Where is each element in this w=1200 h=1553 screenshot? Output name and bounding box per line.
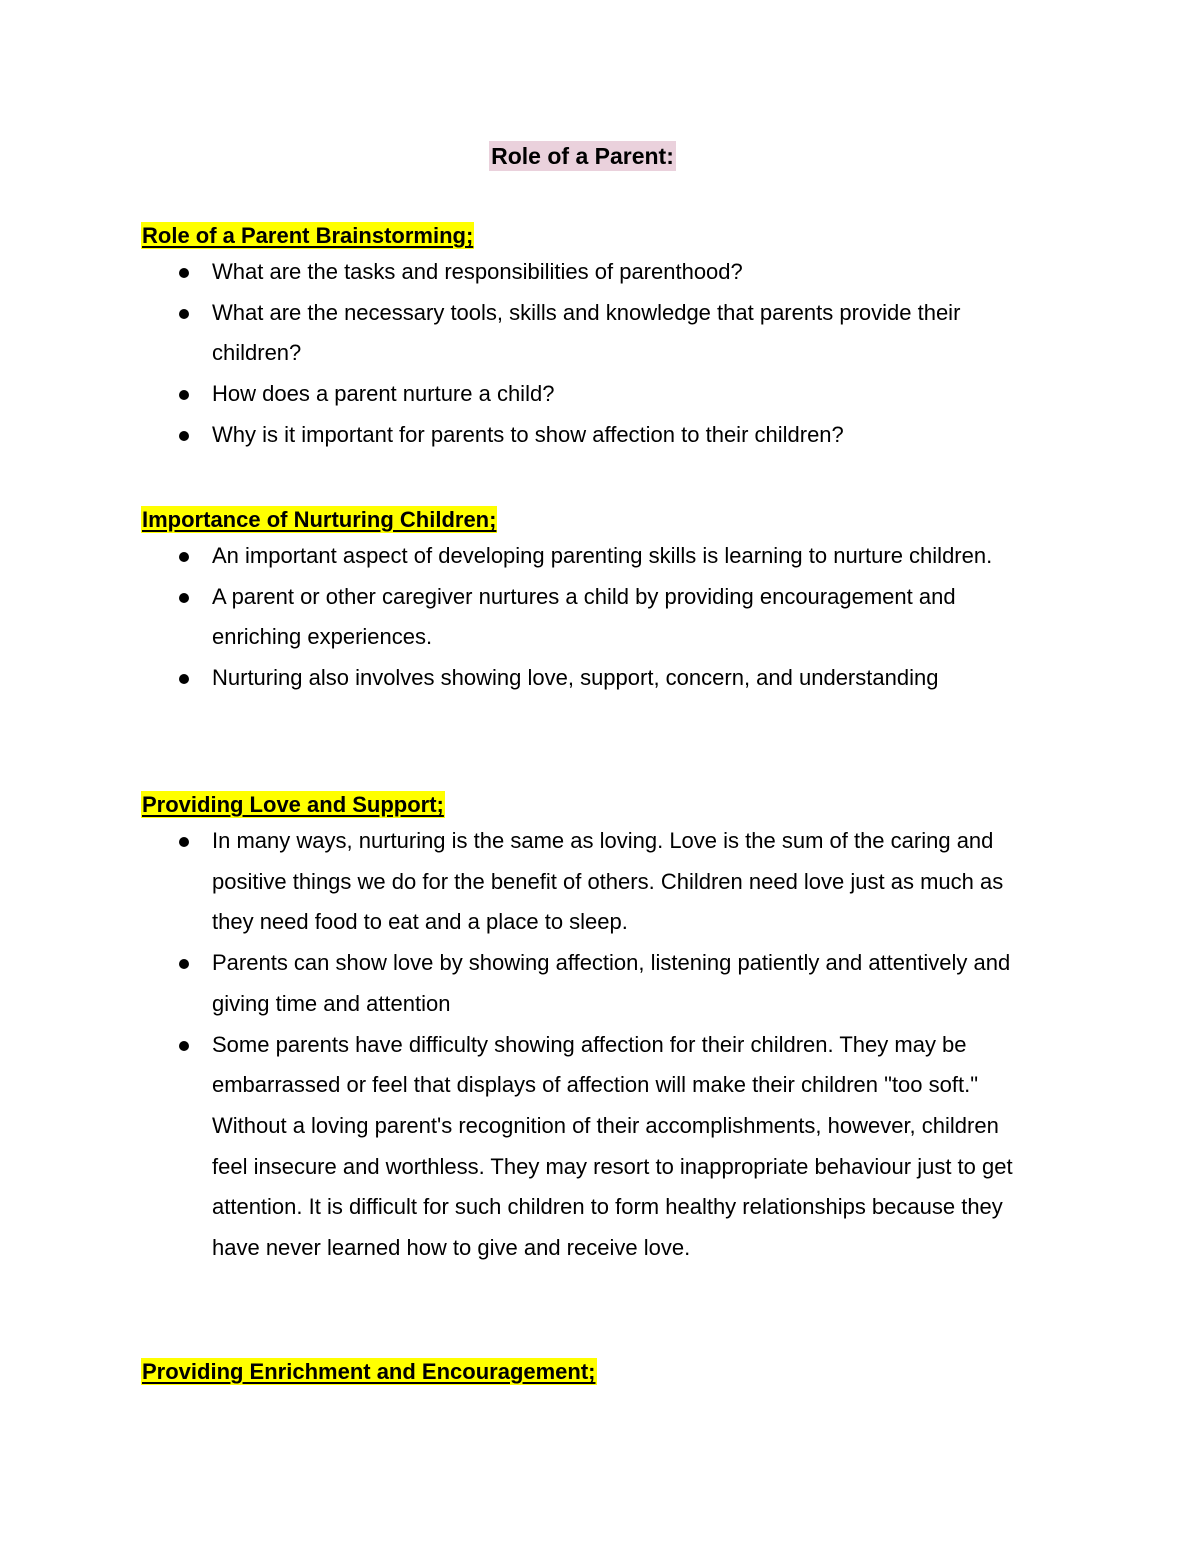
list-item: In many ways, nurturing is the same as loving. Love is the sum of the caring and positive things we do for the benefit of others. Children need love just as much as they need food to eat and a place to sleep.: [141, 821, 1041, 943]
section-heading: Providing Love and Support;: [142, 792, 444, 817]
page-title-text: Role of a Parent:: [491, 143, 674, 169]
list-item: An important aspect of developing parenting skills is learning to nurture children.: [141, 536, 1041, 577]
section-brainstorming: [141, 220, 1041, 456]
bullet-dot-icon: [179, 431, 189, 441]
list-item: What are the necessary tools, skills and knowledge that parents provide their children?: [141, 293, 1041, 374]
bullet-dot-icon: [179, 959, 189, 969]
section-heading: Providing Enrichment and Encouragement;: [142, 1359, 596, 1384]
section-love-support: [141, 789, 1041, 1269]
bullet-dot-icon: [179, 309, 189, 319]
bullet-dot-icon: [179, 268, 189, 278]
bullet-dot-icon: [179, 390, 189, 400]
bullet-list: [141, 252, 1041, 456]
bullet-dot-icon: [179, 837, 189, 847]
list-item: Some parents have difficulty showing affection for their children. They may be embarrassed or feel that displays of affection will make their children "too soft." Without a loving parent's recognition of their accomplishments, however, children feel insecure and worthless. They may resort to inappropriate behaviour just to get attention. It is difficult for such children to form healthy relationships because they have never learned how to give and receive love.: [141, 1025, 1041, 1269]
section-nurturing: [141, 504, 1041, 699]
bullet-dot-icon: [179, 674, 189, 684]
list-item: Nurturing also involves showing love, support, concern, and understanding: [141, 658, 1041, 699]
list-item: What are the tasks and responsibilities of parenthood?: [141, 252, 1041, 293]
page-title: [0, 140, 1165, 172]
list-item: A parent or other caregiver nurtures a child by providing encouragement and enriching experiences.: [141, 577, 1041, 658]
bullet-dot-icon: [179, 552, 189, 562]
list-item: Parents can show love by showing affection, listening patiently and attentively and giving time and attention: [141, 943, 1041, 1024]
bullet-list: [141, 536, 1041, 699]
bullet-list: [141, 821, 1041, 1269]
list-item: Why is it important for parents to show affection to their children?: [141, 415, 1041, 456]
section-enrichment: [141, 1356, 1041, 1388]
bullet-dot-icon: [179, 1041, 189, 1051]
bullet-dot-icon: [179, 593, 189, 603]
list-item: How does a parent nurture a child?: [141, 374, 1041, 415]
section-heading: Importance of Nurturing Children;: [142, 507, 497, 532]
section-heading: Role of a Parent Brainstorming;: [142, 223, 474, 248]
